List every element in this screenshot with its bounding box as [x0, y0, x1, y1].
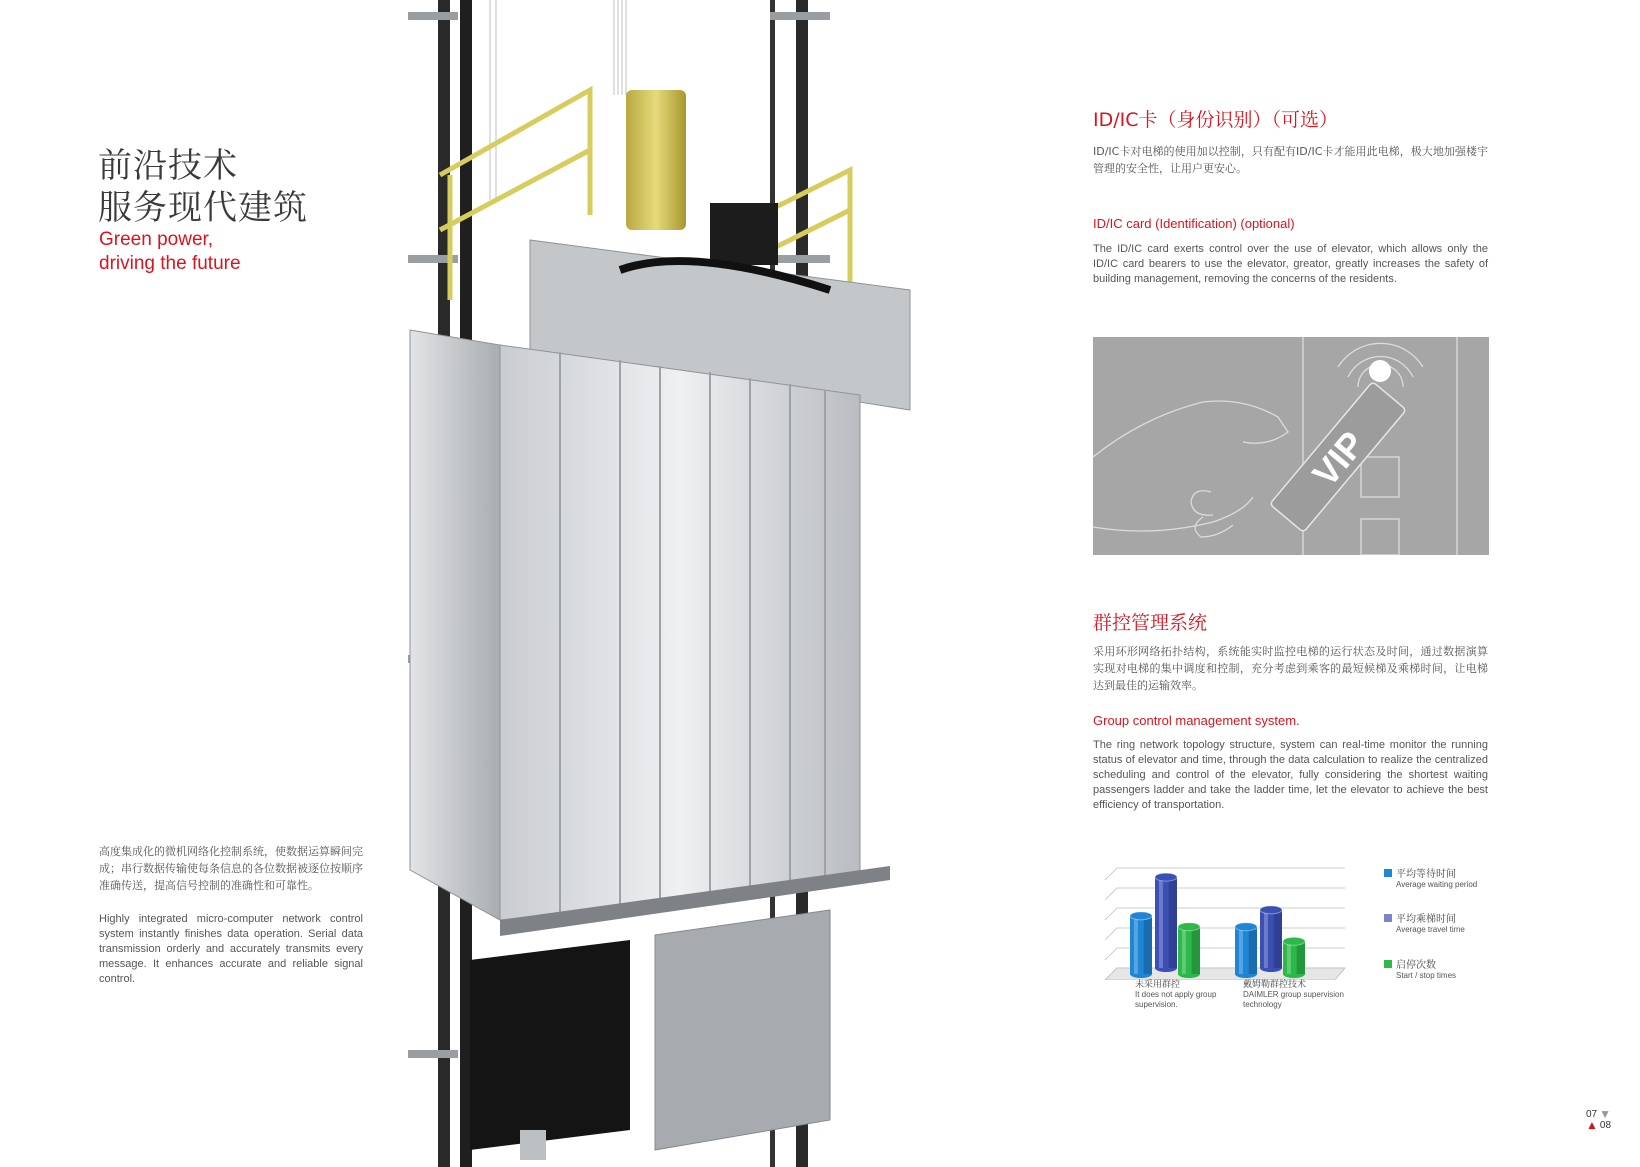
page-number-left: 07	[1586, 1109, 1598, 1120]
legend-sub-travel: Average travel time	[1396, 925, 1465, 934]
hoist-ropes	[490, 0, 626, 200]
chart-bars	[1130, 873, 1305, 978]
toe-guard-apron	[655, 910, 830, 1150]
idcard-body-en: The ID/IC card exerts control over the use of elevator, which allows only the ID/IC card bearers to use the elevator, greator, greatly increases the safety of building management, removing the concerns of the residents.	[1093, 243, 1488, 285]
legend-item-stops	[1384, 956, 1456, 980]
chart-gridline	[1105, 868, 1345, 880]
idcard-heading-en: ID/IC card (Identification) (optional)	[1093, 216, 1295, 231]
title-en-line2: driving the future	[99, 253, 241, 274]
chart-bar	[1130, 912, 1152, 978]
vip-card-illustration	[1093, 337, 1489, 555]
arrow-down-icon: ▼	[1599, 1107, 1612, 1121]
title-cn-line2: 服务现代建筑	[98, 188, 308, 228]
chart-category-2-label: 戴姆勒群控技术	[1243, 980, 1307, 990]
legend-swatch-travel	[1384, 914, 1392, 922]
arrow-up-icon: ▲	[1586, 1118, 1598, 1132]
chart-category-1	[1135, 980, 1245, 1010]
legend-sub-wait: Average waiting period	[1396, 880, 1478, 889]
buffer	[520, 1130, 546, 1160]
chart-bar	[1155, 873, 1177, 972]
left-body-en: Highly integrated micro-computer network control system instantly finishes data operation. Serial data transmission orderly and accurately transmits every message. It enhances accurate and reliable signal control.	[99, 913, 363, 985]
chart-bar	[1260, 906, 1282, 972]
group-heading-en: Group control management system.	[1093, 713, 1300, 728]
left-body-cn: 高度集成化的微机网络化控制系统，使数据运算瞬间完成；串行数据传输使每条信息的各位数据被逐位按顺序准确传送，提高信号控制的准确性和可靠性。	[99, 845, 363, 892]
legend-sub-stops: Start / stop times	[1396, 971, 1457, 980]
chart-gridline	[1105, 888, 1345, 900]
car-side-panel	[410, 330, 500, 920]
group-heading-cn: 群控管理系统	[1093, 612, 1208, 634]
door-operator-box	[710, 203, 778, 265]
chart-bar	[1235, 923, 1257, 978]
vip-card-drawing	[1093, 337, 1489, 555]
legend-item-wait	[1384, 865, 1477, 889]
title-cn-line1: 前沿技术	[98, 146, 238, 186]
group-body-cn: 采用环形网络拓扑结构，系统能实时监控电梯的运行状态及时间，通过数据演算实现对电梯的集中调度和控制，充分考虑到乘客的最短候梯及乘梯时间，让电梯达到最佳的运输效率。	[1093, 645, 1488, 692]
vip-card-text: VIP	[1304, 423, 1373, 495]
chart-bar	[1178, 923, 1200, 978]
chart-category-1-sub: It does not apply group supervision.	[1135, 990, 1217, 1009]
legend-swatch-stops	[1384, 960, 1392, 968]
idcard-body-cn: ID/IC卡对电梯的使用加以控制，只有配有ID/IC卡才能用此电梯，极大地加强楼宇管理的安全性，让用户更安心。	[1093, 145, 1488, 175]
page-number-right: 08	[1599, 1120, 1612, 1131]
legend-swatch-wait	[1384, 869, 1392, 877]
legend-label-wait: 平均等待时间	[1396, 869, 1456, 880]
page-title-cn	[98, 145, 308, 229]
nfc-signal-icon	[1369, 360, 1391, 382]
shaft-pit	[470, 940, 630, 1150]
title-en-line1: Green power,	[99, 229, 214, 250]
legend-label-travel: 平均乘梯时间	[1396, 914, 1456, 925]
elevator-illustration	[390, 0, 950, 1167]
car-front	[500, 345, 860, 920]
chart-category-1-label: 未采用群控	[1135, 980, 1181, 990]
chart-bar	[1283, 937, 1305, 978]
group-control-chart	[1095, 850, 1355, 980]
chart-category-2	[1243, 980, 1368, 1010]
group-body-en: The ring network topology structure, system can real-time monitor the running status of elevator and time, through the data calculation to realize the centralized scheduling and control of the elevator, fully considering the shortest waiting passengers ladder and take the ladder time, let the elevator to achieve the best efficiency of transportation.	[1093, 739, 1488, 811]
legend-item-travel	[1384, 910, 1465, 934]
legend-label-stops: 启停次数	[1396, 960, 1436, 971]
chart-category-2-sub: DAIMLER group supervision technology	[1243, 990, 1344, 1009]
page-title-en	[99, 228, 241, 276]
page-numbers	[1586, 1109, 1611, 1131]
rope-sheave	[626, 90, 686, 230]
idcard-heading-cn: ID/IC卡（身份识别）（可选）	[1093, 109, 1339, 131]
